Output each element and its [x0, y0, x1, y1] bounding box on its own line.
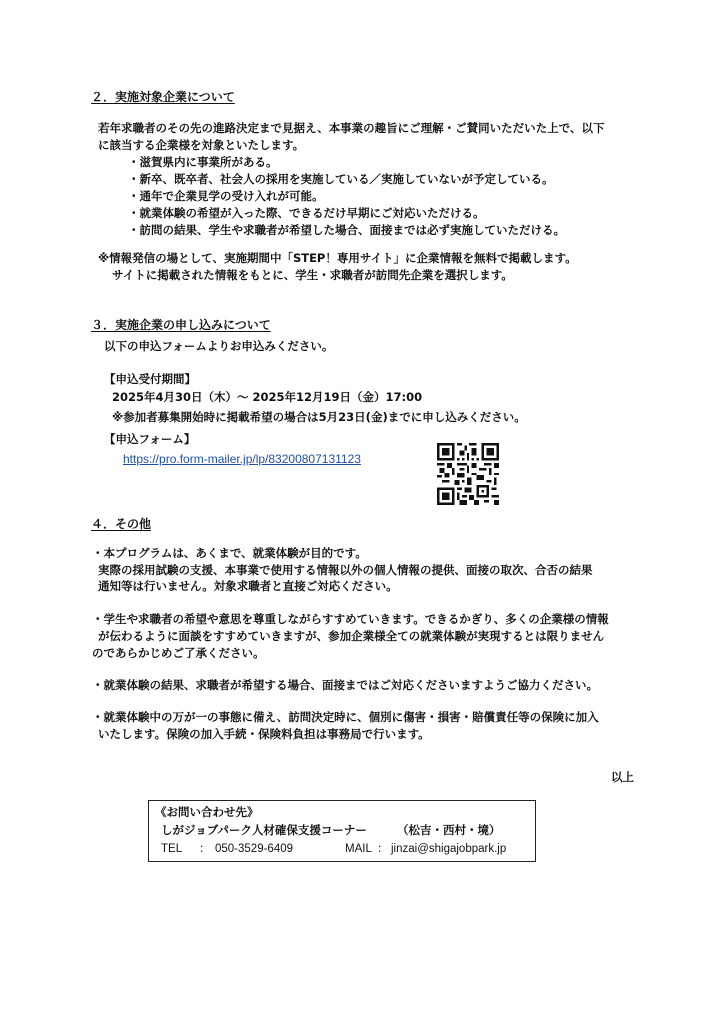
section2-heading: ２．実施対象企業について — [91, 90, 235, 104]
application-form-label: 【申込フォーム】 — [104, 432, 196, 446]
contact-tel-sep: ： — [199, 843, 211, 855]
application-period-label: 【申込受付期間】 — [104, 372, 196, 386]
section4-heading: ４．その他 — [91, 517, 152, 531]
application-period-value: 2025年4月30日（木）～ 2025年12月19日（金）17:00 — [112, 390, 423, 404]
section4-p1-line3: 通知等は行いません。対象求職者と直接ご対応ください。 — [98, 579, 398, 593]
contact-mail-label: MAIL — [345, 843, 372, 855]
contact-mail-sep: ： — [377, 843, 389, 855]
section4-p2-line2: が伝わるように面談をすすめていきますが、参加企業様全ての就業体験が実現するとは限りません — [98, 629, 605, 643]
section2-bullet: ・通年で企業見学の受け入れが可能。 — [128, 189, 324, 203]
section2-intro-line1: 若年求職者のその先の進路決定まで見据え、本事業の趣旨にご理解・ご賛同いただいた上で、以下 — [98, 121, 605, 135]
section4-p2-line3: のであらかじめご了承ください。 — [92, 646, 265, 660]
contact-box — [148, 800, 536, 862]
section2-intro-line2: に該当する企業様を対象といたします。 — [98, 138, 305, 152]
contact-tel[interactable]: 050-3529-6409 — [215, 843, 294, 855]
contact-tel-label: TEL — [161, 843, 183, 855]
section2-bullet: ・新卒、既卒者、社会人の採用を実施している／実施していないが予定している。 — [128, 172, 554, 186]
section2-bullet: ・就業体験の希望が入った際、できるだけ早期にご対応いただける。 — [128, 206, 485, 220]
section4-p2-line1: ・学生や求職者の希望や意思を尊重しながらすすめていきます。できるかぎり、多くの企業様の情報 — [92, 612, 609, 626]
section3-intro: 以下の申込フォームよりお申込みください。 — [104, 339, 334, 353]
application-period-note: ※参加者募集開始時に掲載希望の場合は5月23日(金)までに申し込みください。 — [112, 410, 526, 424]
section4-p4-line1: ・就業体験中の万が一の事態に備え、訪問決定時に、個別に傷害・損害・賠償責任等の保険に加入 — [92, 710, 599, 724]
closing-text: 以上 — [611, 770, 634, 784]
qr-code-image — [437, 443, 499, 505]
contact-staff: （松吉・西村・境） — [397, 823, 501, 837]
section2-note-line1: ※情報発信の場として、実施期間中「STEP！専用サイト」に企業情報を無料で掲載します。 — [98, 251, 577, 265]
section3-heading: ３．実施企業の申し込みについて — [91, 318, 271, 332]
section2-note-line2: サイトに掲載された情報をもとに、学生・求職者が訪問先企業を選択します。 — [112, 268, 513, 282]
contact-title: 《お問い合わせ先》 — [155, 805, 259, 819]
contact-org: しがジョブパーク人材確保支援コーナー — [161, 823, 367, 837]
section4-p3-line1: ・就業体験の結果、求職者が希望する場合、面接まではご対応くださいますようご協力ください。 — [92, 678, 598, 692]
application-form-link[interactable]: https://pro.form-mailer.jp/lp/83200807131123 — [123, 452, 361, 466]
section4-p1-line1: ・本プログラムは、あくまで、就業体験が目的です。 — [92, 546, 367, 560]
contact-mail[interactable]: jinzai@shigajobpark.jp — [391, 843, 507, 855]
section2-bullet: ・訪問の結果、学生や求職者が希望した場合、面接までは必ず実施していただける。 — [128, 223, 565, 237]
section4-p4-line2: いたします。保険の加入手続・保険料負担は事務局で行います。 — [98, 727, 430, 741]
section2-bullet: ・滋賀県内に事業所がある。 — [128, 155, 278, 169]
section4-p1-line2: 実際の採用試験の支援、本事業で使用する情報以外の個人情報の提供、面接の取次、合否の結果 — [98, 563, 593, 577]
